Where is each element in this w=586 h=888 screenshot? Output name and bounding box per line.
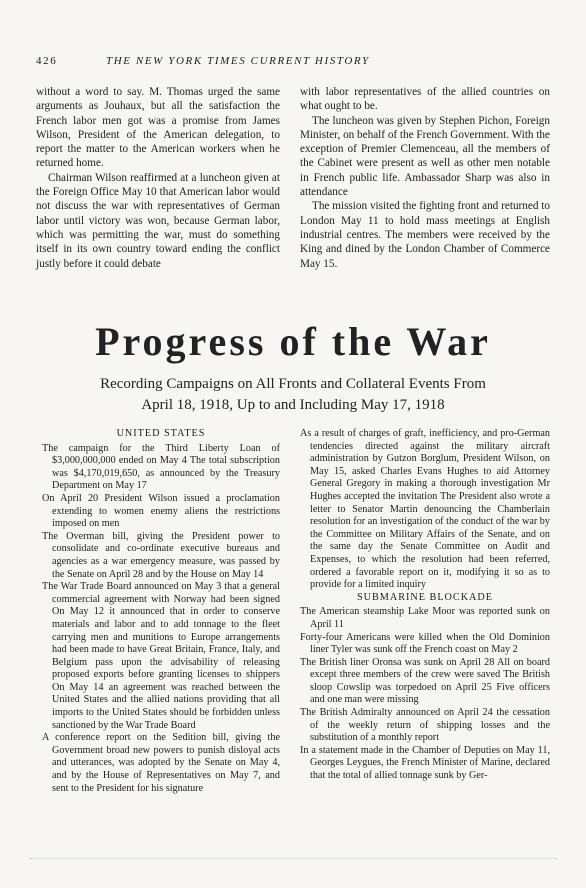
list-item: The campaign for the Third Liberty Loan of $3,000,000,000 ended on May 4 The total subscription was $4,170,019,650, as announced by the Treasury Department on May 17	[42, 442, 280, 492]
article-title: Progress of the War	[95, 319, 491, 364]
paragraph: without a word to say. M. Thomas urged the same arguments as Jouhaux, but all the satisfaction the French labor men got was a promise from James Wilson, President of the American delegation, to report the matter to the American workers when he returned home.	[36, 86, 280, 170]
list-item: The War Trade Board announced on May 3 that a general commercial agreement with Norway had been signed On May 12 it announced that in order to conserve materials and labor and to add tonnage to the fleet carrying men and munitions to Europe arrangements had been made to have Great Britain, France, Italy, and Belgium pass upon the advisability of releasing proposed exports before granting licenses to shippers On May 14 an agreement was reached between the United States and the allied nations providing that all imports to the United States should be forbidden unless sanctioned by the War Trade Board	[42, 581, 280, 731]
footer-divider	[30, 858, 556, 859]
list-item: The British liner Oronsa was sunk on April 28 All on board except three members of the crew were saved The British sloop Cowslip was torpedoed on April 25 Five officers and one man were missing	[300, 656, 550, 706]
paragraph: The mission visited the fighting front and returned to London May 11 to hold mass meetings at English industrial centres. The members were received by the King and dined by the London Chamber of Commerce May 15.	[300, 200, 550, 270]
list-item: The British Admiralty announced on April 24 the cessation of the weekly return of shipping losses and the substitution of a monthly report	[300, 707, 550, 744]
section-heading: UNITED STATES	[116, 428, 206, 439]
list-item: On April 20 President Wilson issued a proclamation extending to women enemy aliens the restrictions imposed on men	[42, 492, 280, 530]
running-title: THE NEW YORK TIMES CURRENT HISTORY	[106, 55, 370, 67]
list-item: As a result of charges of graft, inefficiency, and pro-German tendencies directed against the military aircraft administration by Gutzon Borglum, President Wilson, on May 15, asked Charles Evans Hughes to aid Attorney General Gregory in making a thorough investigation Mr Hughes accepted the invitation The President also wrote a letter to Senator Martin denouncing the Chamberlain resolution for an investigation of the conduct of the war by the Committee on Military Affairs of the Senate, and on the same day the Senate Committee on Audit and Expenses, to which the resolution had been referred, ordered a favorable report on it, modifying it so as to provide for a limited inquiry	[300, 428, 550, 591]
bottom-left-column	[42, 428, 280, 795]
subtitle-line: Recording Campaigns on All Fronts and Collateral Events From	[100, 376, 486, 392]
article-subtitle	[0, 374, 586, 416]
list-item: In a statement made in the Chamber of Deputies on May 11, Georges Leygues, the French Minister of Marine, declared that the total of allied tonnage sunk by Ger-	[300, 744, 550, 782]
top-right-column	[300, 85, 550, 271]
paragraph: Chairman Wilson reaffirmed at a luncheon given at the Foreign Office May 10 that American labor would not discuss the war with representatives of German labor until victory was won, because German labor, which was permitting the war, must do something itself in its own country toward ending the conflict justly before it could debate	[36, 171, 280, 270]
top-left-column	[36, 85, 280, 271]
section-heading: SUBMARINE BLOCKADE	[356, 591, 493, 603]
list-item: The American steamship Lake Moor was reported sunk on April 11	[300, 606, 550, 630]
paragraph: with labor representatives of the allied countries on what ought to be.	[300, 86, 550, 113]
paragraph: The luncheon was given by Stephen Pichon, Foreign Minister, on behalf of the French Government. With the exception of Premier Clemenceau, all the members of the Cabinet were present as well as other men notable in French public life. Ambassador Sharp was also in attendance	[300, 114, 550, 199]
list-item: A conference report on the Sedition bill, giving the Government broad new powers to punish disloyal acts and utterances, was adopted by the Senate on May 4, and by the House of Representatives on May 7, and sent to the President for his signature	[42, 732, 280, 794]
page-number: 426	[36, 55, 58, 67]
subtitle-line: April 18, 1918, Up to and Including May 17, 1918	[141, 397, 445, 413]
list-item: Forty-four Americans were killed when the Old Dominion liner Tyler was sunk off the French coast on May 2	[300, 631, 550, 656]
bottom-right-column	[300, 428, 550, 783]
list-item: The Overman bill, giving the President power to consolidate and co-ordinate executive bureaus and agencies as a war emergency measure, was passed by the Senate on April 28 and by the House on May 14	[42, 530, 280, 580]
